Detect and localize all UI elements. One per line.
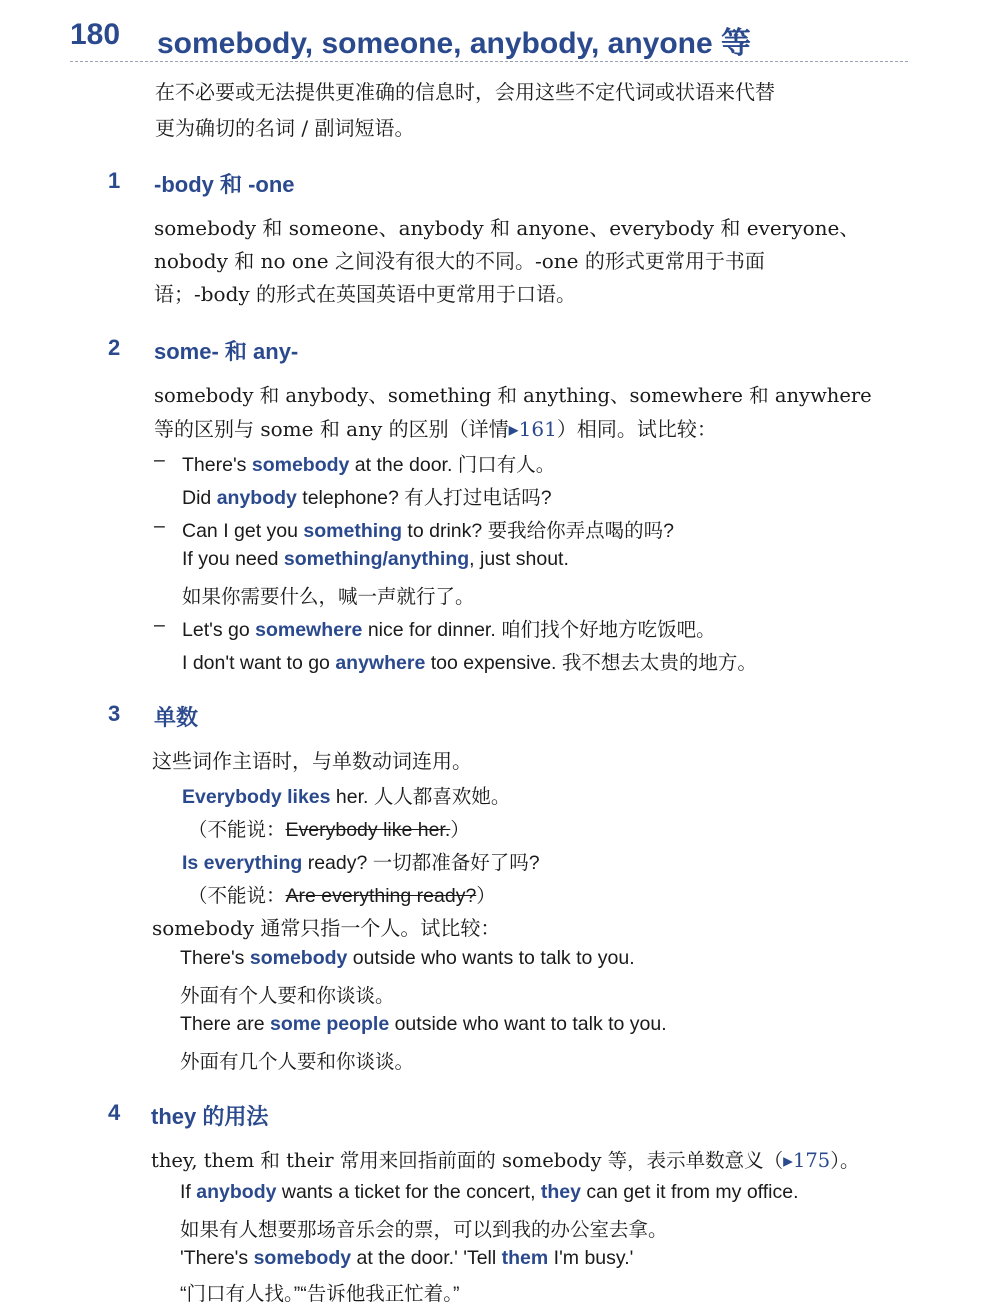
example-sentence [182,614,716,642]
example-text: , just shout. [469,548,569,570]
section-1-line-1: somebody 和 someone、anybody 和 anyone、everybody 和 everyone、 [154,216,860,240]
section-3-number: 3 [108,701,121,726]
example-sentence [182,548,569,571]
note-prefix: （不能说： [188,885,286,907]
section-3-line-2: somebody 通常只指一个人。试比较： [152,916,501,940]
cross-reference-link[interactable]: ▸161 [508,417,557,441]
section-1-title: -body 和 -one [154,172,295,197]
example-translation: 外面有个人要和你谈谈。 [180,985,395,1007]
example-sentence [182,515,674,543]
keyword: something [303,520,403,542]
example-text: outside who want to talk to you. [389,1013,667,1035]
section-1-line-2: nobody 和 no one 之间没有很大的不同。-one 的形式更常用于书面 [154,249,765,273]
list-dash: – [154,515,165,537]
example-text: ready? 一切都准备好了吗? [302,852,540,874]
example-translation: 外面有几个人要和你谈谈。 [180,1051,415,1073]
example-text: at the door.' 'Tell [351,1247,502,1269]
example-text: 'There's [180,1247,254,1269]
example-sentence [180,1247,633,1270]
keyword: anybody [196,1181,277,1203]
section-4-line-1b: ）。 [830,1149,860,1172]
example-text: can get it from my office. [581,1181,799,1203]
section-2-line-1: somebody 和 anybody、something 和 anything、somewhere 和 anywhere [154,384,872,407]
example-sentence [180,947,635,970]
intro-line-2: 更为确切的名词 / 副词短语。 [155,116,415,140]
example-text: If you need [182,548,284,570]
example-text: Let's go [182,619,256,641]
section-2-number: 2 [108,335,121,360]
example-text: I'm busy.' [548,1247,634,1269]
example-text: to drink? 要我给你弄点喝的吗? [402,520,674,542]
section-4-line-1a: they, them 和 their 常用来回指前面的 somebody 等，表示单数意义（ [151,1149,784,1172]
example-text: There are [180,1013,270,1035]
section-number: 180 [70,18,121,51]
example-sentence [182,781,510,809]
keyword: anywhere [335,652,426,674]
title-divider [70,61,908,62]
example-text: Did [182,487,217,509]
keyword: somebody [253,1247,352,1269]
section-4-title: they 的用法 [151,1104,269,1129]
keyword: Is everything [182,852,303,874]
section-3-line-1: 这些词作主语时，与单数动词连用。 [152,749,472,773]
keyword: somewhere [255,619,363,641]
example-text: Can I get you [182,520,304,542]
section-1-number: 1 [108,168,121,193]
example-translation: “门口有人找。”“告诉他我正忙着。” [180,1283,460,1305]
example-text: There's [182,454,252,476]
example-text: There's [180,947,250,969]
incorrect-example: Everybody like her. [285,819,451,841]
section-3-title: 单数 [154,705,199,730]
section-2-title: some- 和 any- [154,339,299,364]
example-sentence [182,449,555,477]
keyword: somebody [249,947,348,969]
example-text: nice for dinner. 咱们找个好地方吃饭吧。 [362,619,716,641]
example-text: too expensive. 我不想去太贵的地方。 [425,652,757,674]
example-text: If [180,1181,197,1203]
list-dash: – [154,449,165,471]
incorrect-form-note [188,814,470,842]
section-2-line-2b: ）相同。试比较： [556,417,717,441]
section-4-number: 4 [108,1100,121,1125]
section-1-line-3: 语；-body 的形式在英国英语中更常用于口语。 [154,282,577,306]
keyword: somebody [251,454,350,476]
example-sentence [180,1181,799,1204]
example-sentence [182,482,552,510]
example-sentence [180,1013,667,1036]
incorrect-example: Are everything ready? [285,885,477,907]
keyword: some people [269,1013,390,1035]
note-suffix: ） [476,885,496,907]
example-translation: 如果有人想要那场音乐会的票，可以到我的办公室去拿。 [180,1219,668,1241]
keyword: something/anything [283,548,470,570]
example-text: her. 人人都喜欢她。 [330,786,511,808]
keyword: they [540,1181,582,1203]
example-sentence [182,847,540,875]
example-text: at the door. 门口有人。 [349,454,556,476]
example-text: I don't want to go [182,652,336,674]
incorrect-form-note [188,880,496,908]
example-text: telephone? 有人打过电话吗? [296,487,552,509]
example-sentence [182,647,757,675]
example-text: outside who wants to talk to you. [347,947,635,969]
page-title: somebody, someone, anybody, anyone 等 [157,27,752,60]
section-4-line-1 [151,1145,859,1173]
intro-line-1: 在不必要或无法提供更准确的信息时，会用这些不定代词或状语来代替 [155,80,775,104]
section-2-line-2a: 等的区别与 some 和 any 的区别（详情 [154,417,509,441]
note-suffix: ） [450,819,470,841]
cross-reference-link[interactable]: ▸175 [783,1149,831,1172]
list-dash: – [154,614,165,636]
section-2-line-2 [154,413,717,442]
keyword: them [501,1247,549,1269]
example-text: wants a ticket for the concert, [276,1181,541,1203]
example-translation: 如果你需要什么，喊一声就行了。 [182,586,475,608]
keyword: anybody [216,487,297,509]
keyword: Everybody likes [182,786,331,808]
note-prefix: （不能说： [188,819,286,841]
